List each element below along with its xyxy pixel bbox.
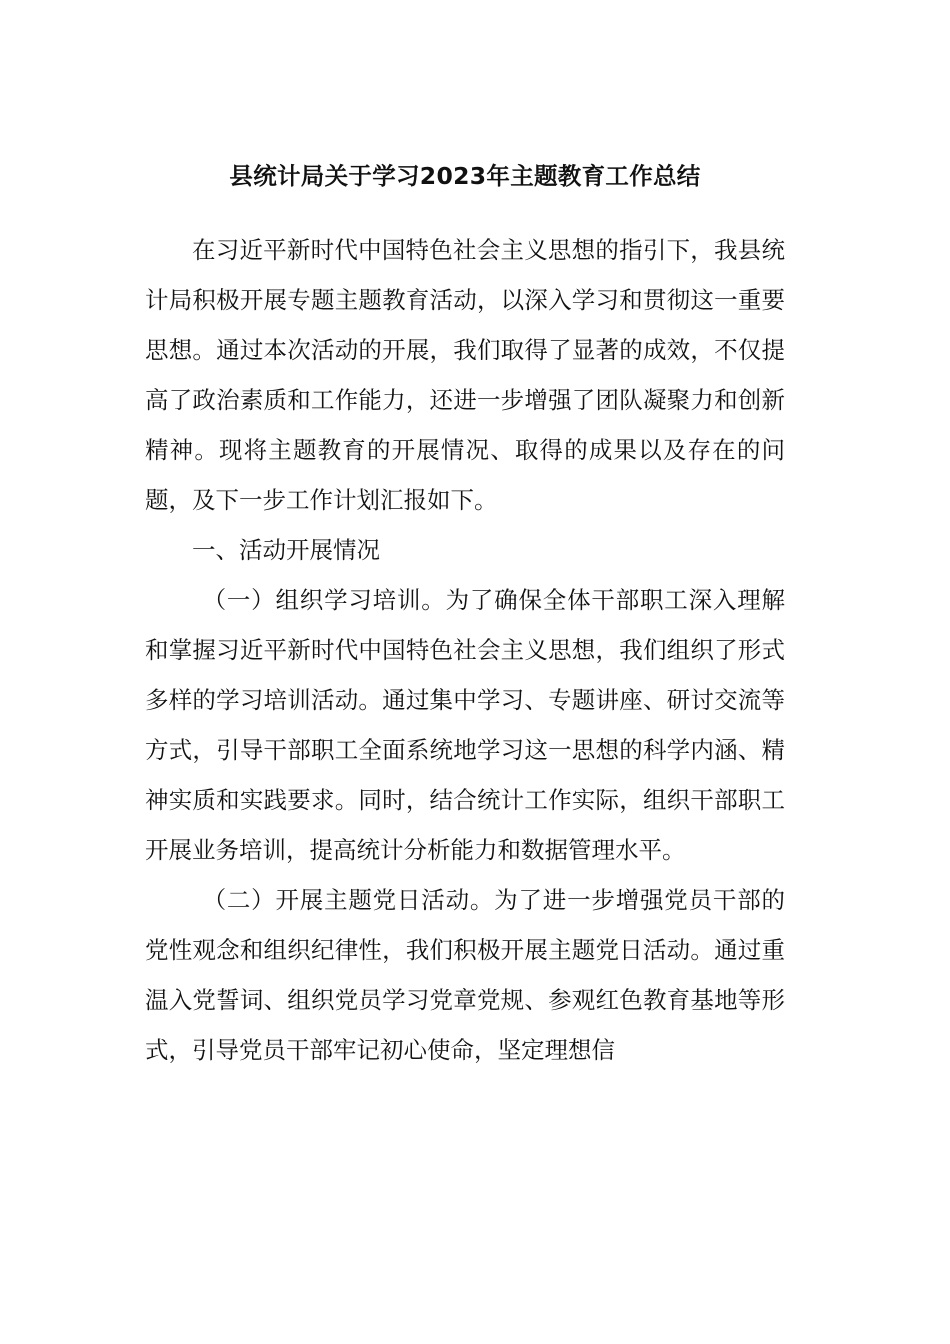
subsection-paragraph-2: （二）开展主题党日活动。为了进一步增强党员干部的党性观念和组织纪律性，我们积极开展主题党日活动。通过重温入党誓词、组织党员学习党章党规、参观红色教育基地等形式，引导党员干部牢记初心使命，坚定理想信 [145, 886, 785, 1064]
subsection-paragraph-1: （一）组织学习培训。为了确保全体干部职工深入理解和掌握习近平新时代中国特色社会主义思想，我们组织了形式多样的学习培训活动。通过集中学习、专题讲座、研讨交流等方式，引导干部职工全面系统地学习这一思想的科学内涵、精神实质和实践要求。同时，结合统计工作实际，组织干部职工开展业务培训，提高统计分析能力和数据管理水平。 [145, 586, 785, 864]
intro-paragraph: 在习近平新时代中国特色社会主义思想的指引下，我县统计局积极开展专题主题教育活动，以深入学习和贯彻这一重要思想。通过本次活动的开展，我们取得了显著的成效，不仅提高了政治素质和工作能力，还进一步增强了团队凝聚力和创新精神。现将主题教育的开展情况、取得的成果以及存在的问题，及下一步工作计划汇报如下。 [145, 236, 785, 514]
document-body [145, 225, 785, 1075]
document-title: 县统计局关于学习2023年主题教育工作总结 [229, 162, 701, 190]
section-heading: 一、活动开展情况 [192, 536, 380, 564]
